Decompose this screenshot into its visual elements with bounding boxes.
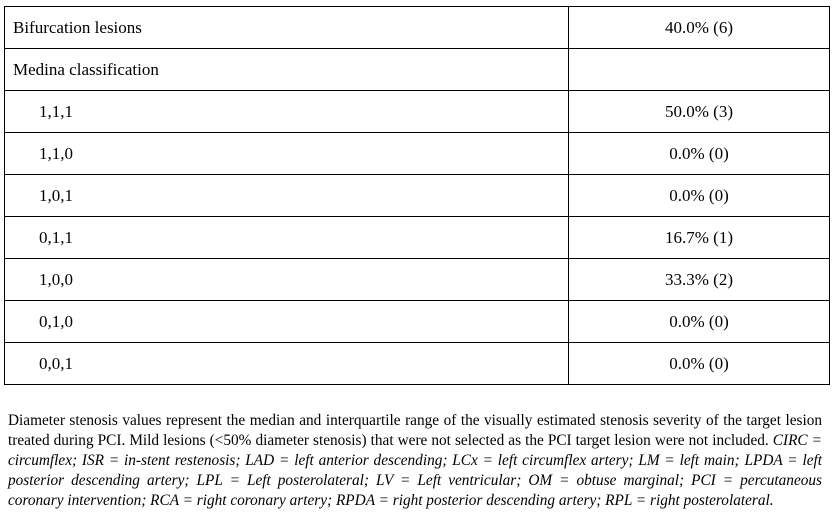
row-label-medina-classification: Medina classification: [5, 49, 569, 91]
row-label-medina-110: 1,1,0: [5, 133, 569, 175]
row-value-medina-100: 33.3% (2): [569, 259, 830, 301]
table-row: [5, 133, 830, 175]
row-label-medina-011: 0,1,1: [5, 217, 569, 259]
table-row: [5, 301, 830, 343]
row-label-medina-101: 1,0,1: [5, 175, 569, 217]
row-value-medina-001: 0.0% (0): [569, 343, 830, 385]
row-label-medina-010: 0,1,0: [5, 301, 569, 343]
bifurcation-table: [4, 6, 830, 385]
row-label-medina-111: 1,1,1: [5, 91, 569, 133]
table-row: [5, 259, 830, 301]
row-value-medina-111: 50.0% (3): [569, 91, 830, 133]
row-label-medina-100: 1,0,0: [5, 259, 569, 301]
row-label-bifurcation-lesions: Bifurcation lesions: [5, 7, 569, 49]
table-row: [5, 217, 830, 259]
table-row: [5, 91, 830, 133]
row-value-medina-011: 16.7% (1): [569, 217, 830, 259]
table-footnote: [8, 411, 822, 511]
table-row: [5, 343, 830, 385]
row-value-medina-classification: [569, 49, 830, 91]
table-row: [5, 175, 830, 217]
row-value-bifurcation-lesions: 40.0% (6): [569, 7, 830, 49]
row-value-medina-010: 0.0% (0): [569, 301, 830, 343]
footnote-intro: Diameter stenosis values represent the median and interquartile range of the visually estimated stenosis severity of the target lesion treated during PCI. Mild lesions (<50% diameter stenosis) that were not selected as the PCI target lesion were not included.: [8, 412, 822, 450]
table-row: [5, 49, 830, 91]
row-label-medina-001: 0,0,1: [5, 343, 569, 385]
table-row: [5, 7, 830, 49]
footnote-abbreviations: CIRC = circumflex; ISR = in-stent restenosis; LAD = left anterior descending; LCx = left circumflex artery; LM = left main; LPDA = left posterior descending artery; LPL = Left posterolateral; LV = Left ventricular; OM = obtuse marginal; PCI = percutaneous coronary intervention; RCA = right coronary artery; RPDA = right posterior descending artery; RPL = right posterolateral.: [8, 432, 822, 510]
row-value-medina-101: 0.0% (0): [569, 175, 830, 217]
row-value-medina-110: 0.0% (0): [569, 133, 830, 175]
